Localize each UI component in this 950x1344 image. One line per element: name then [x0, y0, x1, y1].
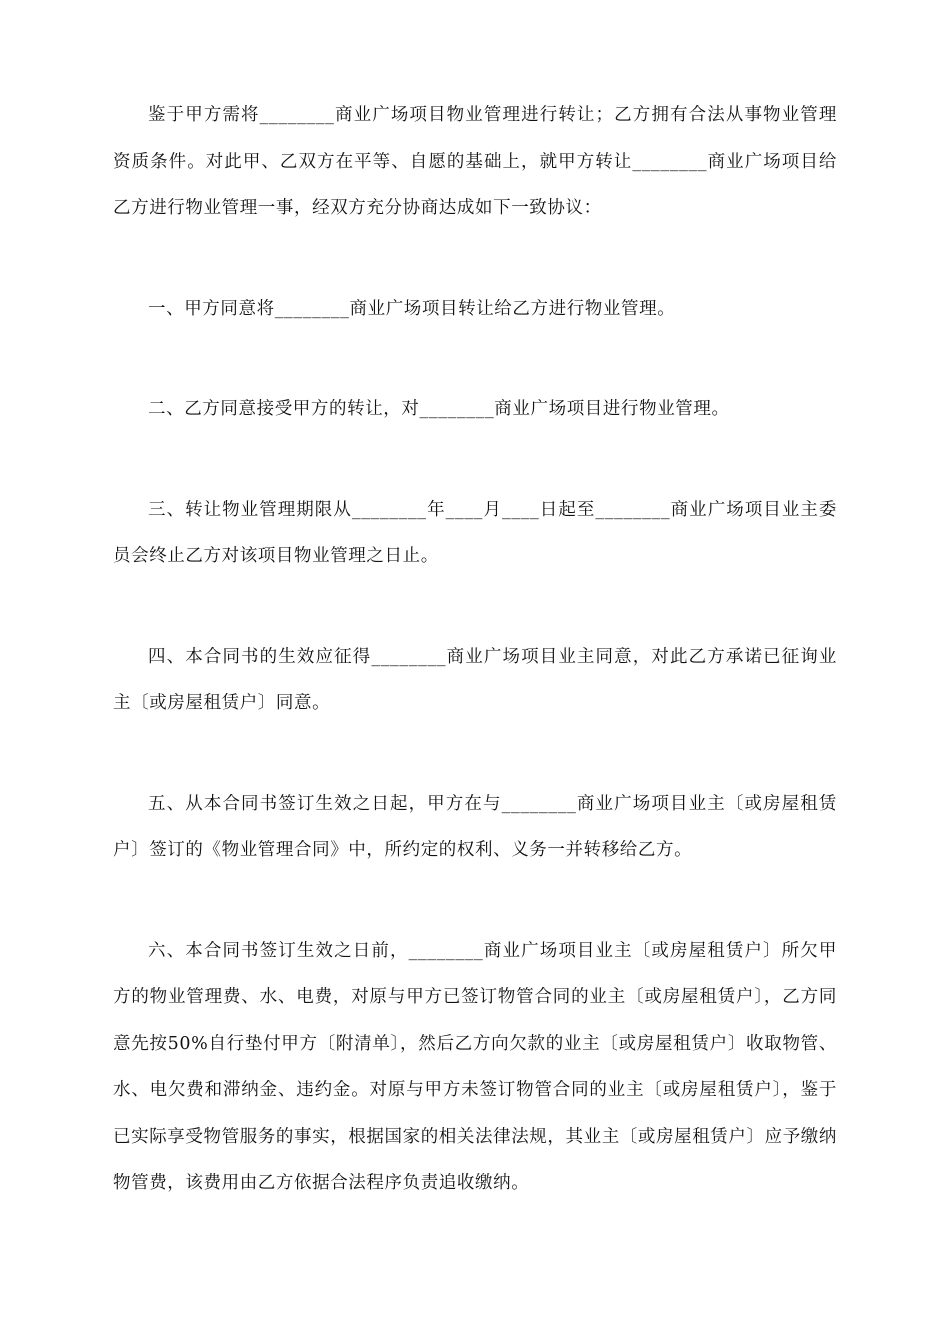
paragraph-spacer [113, 232, 837, 286]
clause-3: 三、转让物业管理期限从________年____月____日起至________商业广场项目业主委员会终止乙方对该项目物业管理之日止。 [113, 499, 837, 566]
document-page [113, 92, 837, 1207]
paragraph-spacer [113, 580, 837, 634]
clause-4: 四、本合同书的生效应征得________商业广场项目业主同意，对此乙方承诺已征询业主〔或房屋租赁户〕同意。 [113, 646, 837, 713]
paragraph-spacer [113, 874, 837, 928]
clause-1: 一、甲方同意将________商业广场项目转让给乙方进行物业管理。 [148, 298, 676, 319]
clause-2: 二、乙方同意接受甲方的转让，对________商业广场项目进行物业管理。 [148, 399, 730, 419]
paragraph-spacer [113, 332, 837, 386]
paragraph-spacer [113, 727, 837, 781]
preamble-paragraph: 鉴于甲方需将________商业广场项目物业管理进行转让；乙方拥有合法从事物业管理资质条件。对此甲、乙双方在平等、自愿的基础上，就甲方转让________商业广场项目给乙方进行物业管理一事，经双方充分协商达成如下一致协议： [113, 105, 837, 218]
clause-5: 五、从本合同书签订生效之日起，甲方在与________商业广场项目业主〔或房屋租赁户〕签订的《物业管理合同》中，所约定的权利、义务一并转移给乙方。 [113, 793, 837, 860]
paragraph-spacer [113, 433, 837, 487]
clause-6: 六、本合同书签订生效之日前，________商业广场项目业主〔或房屋租赁户〕所欠甲方的物业管理费、水、电费，对原与甲方已签订物管合同的业主〔或房屋租赁户〕，乙方同意先按50%自行垫付甲方〔附清单〕，然后乙方向欠款的业主〔或房屋租赁户〕收取物管、水、电欠费和滞纳金、违约金。对原与甲方未签订物管合同的业主〔或房屋租赁户〕，鉴于已实际享受物管服务的事实，根据国家的相关法律法规，其业主〔或房屋租赁户〕应予缴纳物管费，该费用由乙方依据合法程序负责追收缴纳。 [113, 940, 837, 1193]
